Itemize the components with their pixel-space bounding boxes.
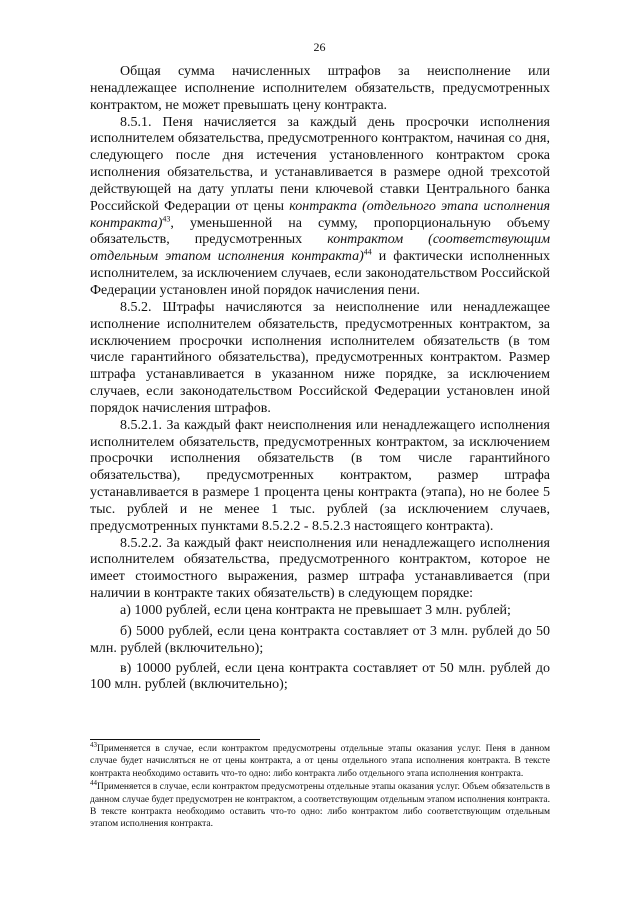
footnote-divider [90,739,260,740]
list-item-v: в) 10000 рублей, если цена контракта составляет от 50 млн. рублей до 100 млн. рублей (включительно); [90,660,550,693]
paragraph-8-5-1-text-c: и фактически исполненных исполнителем, за исключением случаев, если законодательством Российской Федерации установлен иной порядок начисления пени. [90,249,551,298]
paragraph-8-5-2: 8.5.2. Штрафы начисляются за неисполнение или ненадлежащее исполнение исполнителем обязательств, предусмотренных контрактом, за исключением просрочки исполнения исполнителем обязательств (в том числе гарантийного обязательства), предусмотренных контрактом. Размер штрафа устанавливается в указанном ниже порядке, за исключением случаев, если законодательством Российской Федерации установлен иной порядок начисления штрафов. [90,299,550,416]
paragraph-8-5-1-text-a: 8.5.1. Пеня начисляется за каждый день просрочки исполнения исполнителем обязательства, предусмотренного контрактом, начиная со дня, следующего после дня истечения установленного контрактом срока исполнения обязательства, и устанавливается в размере одной трехсотой действующей на дату уплаты пени ключевой ставки Центрального банка Российской Федерации от цены [90,114,550,214]
footnote-43-text: Применяется в случае, если контрактом предусмотрены отдельные этапы оказания услуг. Пеня в данном случае будет начисляться не от цены контракта, а от цены отдельного этапа исполнения контракта. В тексте контракта необходимо оставить что-то одно: либо контракта либо отдельного этапа исполнения контракта. [90,744,550,779]
paragraph-8-5-2-2: 8.5.2.2. За каждый факт неисполнения или ненадлежащего исполнения исполнителем обязательства, предусмотренного контрактом, которое не имеет стоимостного выражения, размер штрафа устанавливается (при наличии в контракте таких обязательств) в следующем порядке: [90,535,550,602]
footnote-43-number: 43 [90,740,97,749]
paragraph-8-5-1-italic-contract: контракта (отдельного этапа исполнения контракта) [90,198,551,231]
paragraph-8-5-1-text-b: , уменьшенной на сумму, пропорциональную объему обязательств, предусмотренных [90,215,550,248]
document-body [90,64,550,694]
paragraph-8-5-2-1: 8.5.2.1. За каждый факт неисполнения или ненадлежащего исполнения исполнителем обязательств, предусмотренных контрактом, за исключением просрочки исполнения обязательств (в том числе гарантийного обязательства), предусмотренных контрактом, размер штрафа устанавливается в размере 1 процента цены контракта (этапа), но не более 5 тыс. рублей и не менее 1 тыс. рублей (за исключением случаев, предусмотренных пунктами 8.5.2.2 - 8.5.2.3 настоящего контракта). [90,417,550,534]
paragraph-8-5-1 [90,115,550,300]
footnote-ref-43[interactable]: 43 [162,213,171,223]
list-item-b: б) 5000 рублей, если цена контракта составляет от 3 млн. рублей до 50 млн. рублей (включительно); [90,623,550,656]
paragraph-8-5-1-italic-stage: контрактом (соответствующим отдельным этапом исполнения контракта) [90,232,551,265]
paragraph-total-fines: Общая сумма начисленных штрафов за неисполнение или ненадлежащее исполнение исполнителем обязательств, предусмотренных контрактом, не может превышать цену контракта. [90,64,550,113]
list-item-a: а) 1000 рублей, если цена контракта не превышает 3 млн. рублей; [120,603,511,618]
footnote-44-text: Применяется в случае, если контрактом предусмотрены отдельные этапы оказания услуг. Объем обязательств в данном случае будет предусмотрен не контрактом, а соответствующим отдельным этапом исполнения контракта. В тексте контракта необходимо оставить что-то одно: либо контрактом либо соответствующим отдельным этапом исполнения контракта. [90,782,550,830]
footnote-44 [90,781,550,831]
page-number: 26 [313,40,326,54]
footnote-43 [90,740,550,780]
footnote-44-number: 44 [90,779,97,788]
footnote-ref-44[interactable]: 44 [363,247,372,257]
footnotes [90,740,550,831]
